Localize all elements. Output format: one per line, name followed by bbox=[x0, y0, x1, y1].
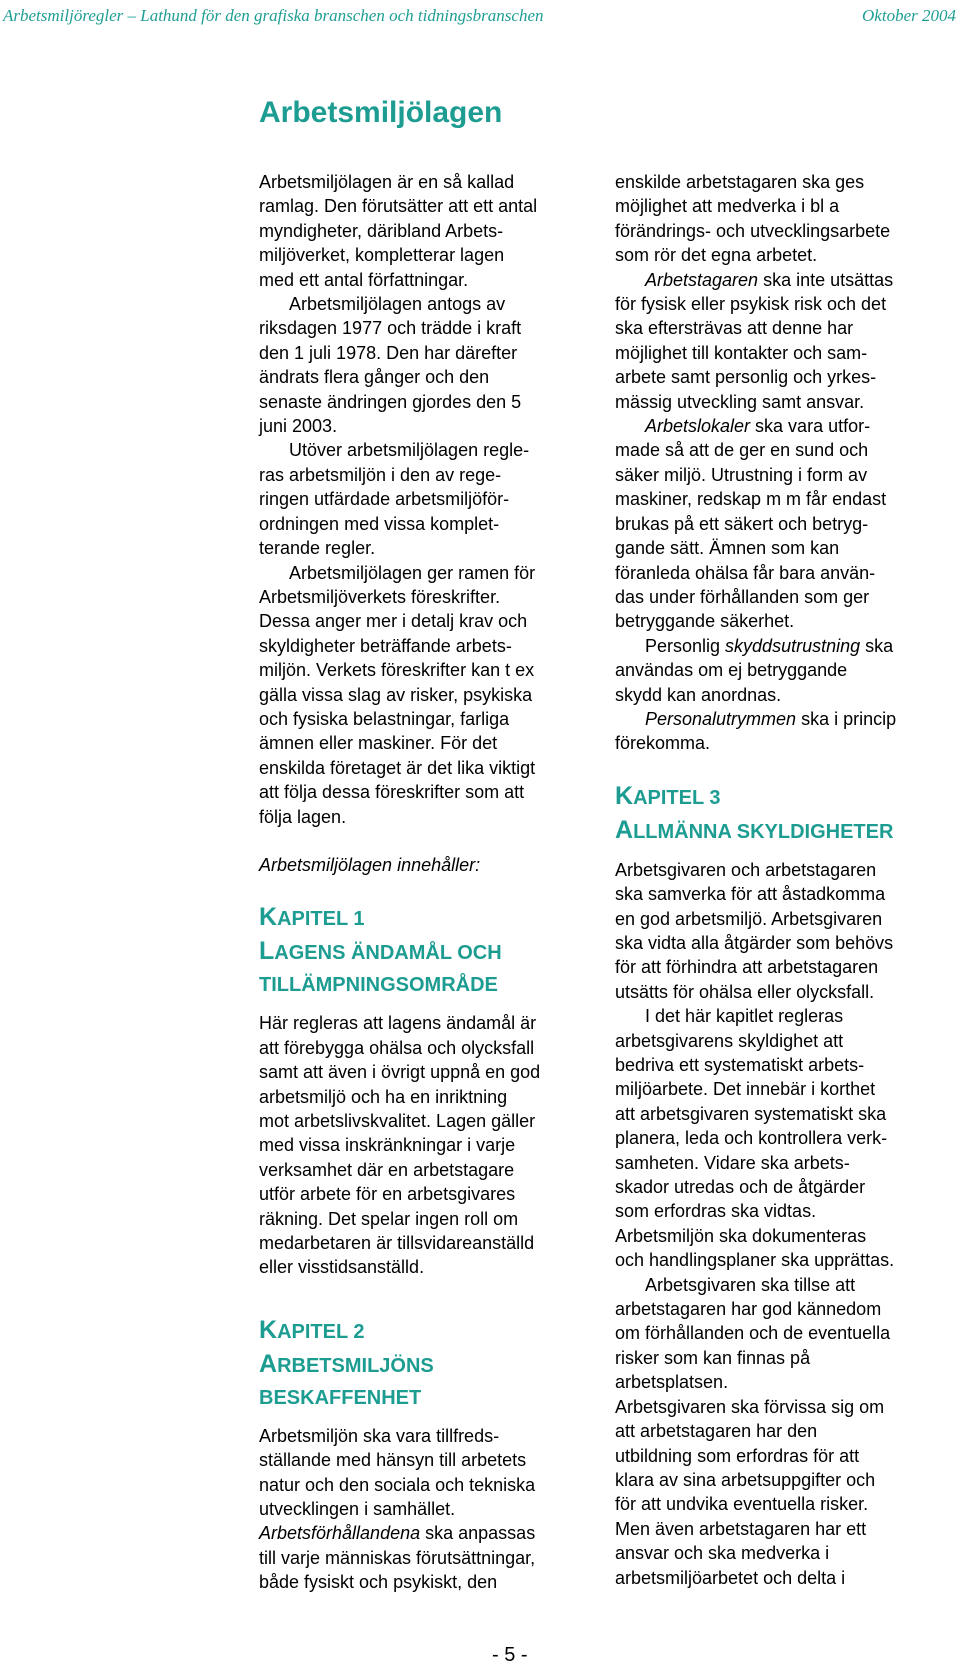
text-span: ska i princip bbox=[796, 708, 897, 729]
heading-capital: K bbox=[259, 1315, 278, 1344]
text-span: ska vara utfor- bbox=[750, 416, 871, 437]
text-line: säker miljö. Utrustning i form av bbox=[615, 464, 868, 485]
text-line: som rör det egna arbetet. bbox=[615, 245, 818, 266]
text-line: utsätts för ohälsa eller olycksfall. bbox=[615, 981, 875, 1002]
text-span: ska bbox=[860, 635, 894, 656]
text-line: Arbetsgivaren ska tillse att bbox=[645, 1274, 856, 1295]
text-line: ämnen eller maskiner. För det bbox=[259, 733, 498, 754]
text-line bbox=[615, 634, 960, 658]
text-line: Dessa anger mer i detalj krav och bbox=[259, 611, 528, 632]
text-line: ramlag. Den förutsätter att ett antal bbox=[259, 196, 538, 217]
chapter-2-text bbox=[259, 1424, 619, 1595]
text-line bbox=[615, 268, 960, 292]
text-line: med ett antal författningar. bbox=[259, 269, 469, 290]
text-line: skador utredas och de åtgärder bbox=[615, 1177, 866, 1198]
page-title: Arbetsmiljölagen bbox=[259, 96, 503, 129]
text-line: för att förhindra att arbetstagaren bbox=[615, 957, 879, 978]
text-line: skydd kan anordnas. bbox=[615, 684, 782, 705]
text-line: följa lagen. bbox=[259, 806, 347, 827]
text-line: juni 2003. bbox=[259, 416, 338, 437]
text-line: medarbetaren är tillsvidareanställd bbox=[259, 1233, 535, 1254]
heading-capital: A bbox=[615, 815, 634, 844]
text-line: ordningen med vissa komplet- bbox=[259, 513, 500, 534]
text-line: arbetsgivarens skyldighet att bbox=[615, 1030, 844, 1051]
intro-text bbox=[259, 170, 619, 829]
text-line: Arbetsmiljön ska vara tillfreds- bbox=[259, 1425, 500, 1446]
text-line: made så att de ger en sund och bbox=[615, 440, 869, 461]
italic-term: Arbetsförhållandena bbox=[259, 1523, 421, 1544]
text-line: förekomma. bbox=[615, 733, 711, 754]
text-line: eller visstidsanställd. bbox=[259, 1257, 425, 1278]
text-line: senaste ändringen gjordes den 5 bbox=[259, 391, 522, 412]
text-line: ställande med hänsyn till arbetets bbox=[259, 1450, 527, 1471]
text-line: miljöverket, kompletterar lagen bbox=[259, 245, 505, 266]
text-line: och handlingsplaner ska upprättas. bbox=[615, 1250, 895, 1271]
heading-text: APITEL 3 bbox=[633, 786, 721, 809]
text-line: terande regler. bbox=[259, 538, 376, 559]
heading-capital: K bbox=[259, 903, 278, 932]
text-line: Arbetsgivaren ska förvissa sig om bbox=[615, 1396, 885, 1417]
chapter-1-heading bbox=[259, 901, 619, 1001]
italic-term: skyddsutrustning bbox=[725, 635, 861, 656]
chapter-1-text bbox=[259, 1011, 619, 1279]
text-span: ska inte utsättas bbox=[758, 269, 894, 290]
text-line bbox=[615, 707, 960, 731]
text-line: brukas på ett säkert och betryg- bbox=[615, 513, 869, 534]
page-number: - 5 - bbox=[492, 1644, 528, 1666]
text-line: utför arbete för en arbetsgivares bbox=[259, 1184, 516, 1205]
text-line: arbetstagaren har god kännedom bbox=[615, 1299, 882, 1320]
text-line: Arbetsgivaren och arbetstagaren bbox=[615, 859, 877, 880]
text-line: betryggande säkerhet. bbox=[615, 611, 795, 632]
text-line: klara av sina arbetsuppgifter och bbox=[615, 1469, 876, 1490]
text-line: enskilda företaget är det lika viktigt bbox=[259, 757, 536, 778]
text-line bbox=[259, 1521, 619, 1545]
text-line: Arbetsmiljöverkets föreskrifter. bbox=[259, 586, 501, 607]
text-line: föranleda ohälsa får bara använ- bbox=[615, 562, 876, 583]
text-line: att arbetsgivaren systematiskt ska bbox=[615, 1103, 887, 1124]
text-line: gälla vissa slag av risker, psykiska bbox=[259, 684, 533, 705]
heading-text: BESKAFFENHET bbox=[259, 1386, 422, 1409]
text-line: både fysiskt och psykiskt, den bbox=[259, 1572, 498, 1593]
text-line: samheten. Vidare ska arbets- bbox=[615, 1152, 850, 1173]
text-line: skyldigheter beträffande arbets- bbox=[259, 635, 512, 656]
text-line: Arbetsmiljön ska dokumenteras bbox=[615, 1225, 867, 1246]
italic-term: Arbetslokaler bbox=[645, 416, 751, 437]
italic-term: Personalutrymmen bbox=[645, 708, 797, 729]
right-column bbox=[615, 170, 960, 1590]
text-line: enskilde arbetstagaren ska ges bbox=[615, 172, 865, 192]
text-line: Men även arbetstagaren har ett bbox=[615, 1518, 867, 1539]
text-line: myndigheter, däribland Arbets- bbox=[259, 220, 504, 241]
text-line: som erfordras ska vidtas. bbox=[615, 1201, 817, 1222]
running-header bbox=[0, 2, 960, 30]
text-line: ras arbetsmiljön i den av rege- bbox=[259, 464, 502, 485]
text-line: den 1 juli 1978. Den har därefter bbox=[259, 342, 518, 363]
text-line: utbildning som erfordras för att bbox=[615, 1445, 860, 1466]
text-line: ändrats flera gånger och den bbox=[259, 367, 490, 388]
text-span: ska anpassas bbox=[420, 1523, 536, 1544]
text-line: gande sätt. Ämnen som kan bbox=[615, 538, 840, 559]
text-line: risker som kan finnas på bbox=[615, 1347, 811, 1368]
text-line: natur och den sociala och tekniska bbox=[259, 1474, 536, 1495]
text-line: utvecklingen i samhället. bbox=[259, 1499, 456, 1520]
text-line: ska eftersträvas att denne har bbox=[615, 318, 854, 339]
text-line: och fysiska belastningar, farliga bbox=[259, 708, 510, 729]
text-line: I det här kapitlet regleras bbox=[645, 1006, 844, 1027]
text-line: maskiner, redskap m m får endast bbox=[615, 489, 887, 510]
text-line: riksdagen 1977 och trädde i kraft bbox=[259, 318, 522, 339]
paragraph bbox=[615, 414, 960, 634]
paragraph bbox=[615, 268, 960, 414]
text-line: mässig utveckling samt ansvar. bbox=[615, 391, 865, 412]
text-line: att förebygga ohälsa och olycksfall bbox=[259, 1037, 535, 1058]
chapter-3-heading bbox=[615, 780, 960, 848]
text-line: arbete samt personlig och yrkes- bbox=[615, 367, 877, 388]
contents-intro: Arbetsmiljölagen innehåller: bbox=[259, 854, 481, 875]
text-line: mot arbetslivskvalitet. Lagen gäller bbox=[259, 1111, 536, 1131]
text-line: ska vidta alla åtgärder som behövs bbox=[615, 932, 894, 953]
text-line: för att undvika eventuella risker. bbox=[615, 1494, 869, 1515]
heading-text: APITEL 2 bbox=[277, 1320, 365, 1343]
text-line: planera, leda och kontrollera verk- bbox=[615, 1128, 888, 1149]
text-line: bedriva ett systematiskt arbets- bbox=[615, 1055, 865, 1075]
paragraph bbox=[615, 170, 960, 268]
text-span: Personlig bbox=[645, 635, 726, 656]
text-line: att arbetstagaren har den bbox=[615, 1421, 818, 1442]
text-line: arbetsmiljöarbetet och delta i bbox=[615, 1567, 846, 1588]
heading-text: APITEL 1 bbox=[277, 908, 365, 931]
heading-capital: K bbox=[615, 781, 634, 810]
heading-text: AGENS ÄNDAMÅL OCH bbox=[274, 942, 502, 965]
text-line: om förhållanden och de eventuella bbox=[615, 1323, 891, 1344]
heading-capital: L bbox=[259, 937, 275, 966]
chapter-2-heading bbox=[259, 1314, 619, 1414]
text-line: miljöarbete. Det innebär i korthet bbox=[615, 1079, 876, 1100]
text-line: räkning. Det spelar ingen roll om bbox=[259, 1208, 519, 1229]
paragraph bbox=[615, 707, 960, 756]
text-line: ringen utfärdade arbetsmiljöför- bbox=[259, 489, 510, 510]
text-line: Här regleras att lagens ändamål är bbox=[259, 1013, 537, 1034]
text-line: till varje människas förutsättningar, bbox=[259, 1547, 536, 1568]
text-line: Arbetsmiljölagen är en så kallad bbox=[259, 172, 515, 192]
text-line: förändrings- och utvecklingsarbete bbox=[615, 220, 891, 241]
text-line: verksamhet där en arbetstagare bbox=[259, 1159, 515, 1180]
text-line: användas om ej betryggande bbox=[615, 660, 848, 681]
text-line: möjlighet att medverka i bl a bbox=[615, 196, 840, 217]
text-line: miljön. Verkets föreskrifter kan t ex bbox=[259, 660, 535, 681]
left-column bbox=[259, 170, 619, 1595]
italic-term: Arbetstagaren bbox=[645, 269, 759, 290]
heading-text: RBETSMILJÖNS bbox=[277, 1354, 434, 1377]
heading-text: TILLÄMPNINGSOMRÅDE bbox=[259, 974, 498, 997]
text-line: för fysisk eller psykisk risk och det bbox=[615, 294, 887, 315]
heading-capital: A bbox=[259, 1349, 278, 1378]
text-line: arbetsplatsen. bbox=[615, 1372, 729, 1393]
text-line: med vissa inskränkningar i varje bbox=[259, 1135, 516, 1156]
header-title: Arbetsmiljöregler – Lathund för den grafiska branschen och tidningsbranschen bbox=[3, 6, 544, 25]
text-line: das under förhållanden som ger bbox=[615, 586, 870, 607]
text-line: att följa dessa föreskrifter som att bbox=[259, 782, 525, 803]
header-date: Oktober 2004 bbox=[862, 6, 956, 25]
heading-text: LLMÄNNA SKYLDIGHETER bbox=[633, 820, 894, 843]
text-line: en god arbetsmiljö. Arbetsgivaren bbox=[615, 908, 883, 929]
text-line: ansvar och ska medverka i bbox=[615, 1543, 830, 1564]
text-line: samt att även i övrigt uppnå en god bbox=[259, 1062, 541, 1083]
text-line: möjlighet till kontakter och sam- bbox=[615, 342, 868, 363]
text-line: Utöver arbetsmiljölagen regle- bbox=[289, 440, 530, 461]
text-line: arbetsmiljö och ha en inriktning bbox=[259, 1086, 508, 1107]
paragraph bbox=[615, 634, 960, 707]
chapter-3-text bbox=[615, 858, 960, 1590]
text-line bbox=[615, 414, 960, 438]
text-line: Arbetsmiljölagen antogs av bbox=[289, 294, 506, 315]
text-line: ska samverka för att åstadkomma bbox=[615, 884, 886, 905]
text-line: Arbetsmiljölagen ger ramen för bbox=[289, 562, 536, 583]
